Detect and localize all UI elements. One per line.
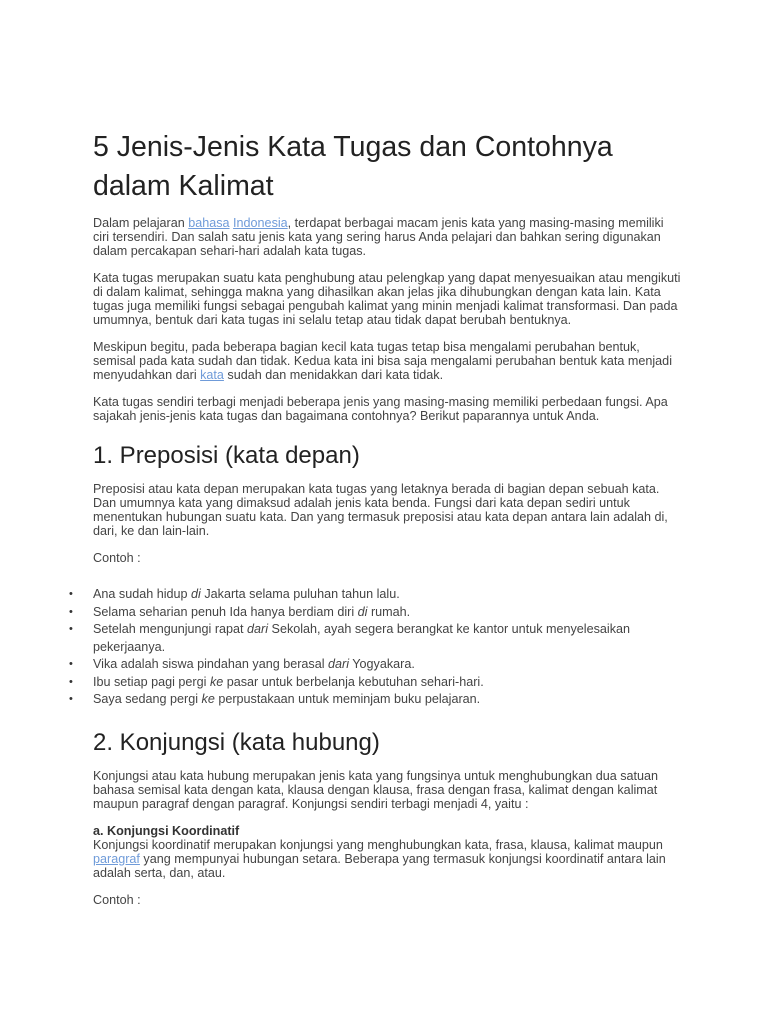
bullet-icon: •: [69, 675, 73, 688]
bullet-icon: •: [69, 588, 73, 600]
contoh-label-2: Contoh :: [93, 892, 141, 907]
list-item: • Vika adalah siswa pindahan yang berasal dari Yogyakara.: [93, 656, 683, 674]
contoh-label: Contoh :: [93, 551, 141, 565]
list-item: • Ibu setiap pagi pergi ke pasar untuk berbelanja kebutuhan sehari-hari.: [93, 674, 683, 692]
list-item: • Selama seharian penuh Ida hanya berdiam diri di rumah.: [93, 604, 683, 622]
link-indonesia[interactable]: Indonesia: [233, 216, 288, 230]
section-heading-konjungsi: 2. Konjungsi (kata hubung): [93, 728, 380, 756]
intro-paragraph-4: Kata tugas sendiri terbagi menjadi beberapa jenis yang masing-masing memiliki perbedaan fungsi. Apa sajakah jenis-jenis kata tugas dan bagaimana contohnya? Berikut paparannya untuk Anda.: [93, 395, 668, 423]
list-item: • Ana sudah hidup di Jakarta selama puluhan tahun lalu.: [93, 586, 683, 604]
sub-heading-koordinatif: a. Konjungsi Koordinatif: [93, 823, 240, 838]
bullet-icon: •: [69, 623, 73, 635]
article-body: [69, 128, 683, 920]
intro-paragraph-1: Dalam pelajaran bahasa Indonesia, terdapat berbagai macam jenis kata yang masing-masing memiliki ciri tersendiri. Dan salah satu jenis kata yang sering harus Anda pelajari dan bahkan sering digunakan dalam percakapan sehari-hari adalah kata tugas.: [93, 216, 664, 258]
example-list: [69, 586, 683, 709]
bullet-icon: •: [69, 658, 73, 670]
bullet-icon: •: [69, 693, 73, 705]
preposisi-paragraph: Preposisi atau kata depan merupakan kata tugas yang letaknya berada di bagian depan sebuah kata. Dan umumnya kata yang dimaksud adalah jenis kata benda. Fungsi dari kata depan sediri untuk menentukan hubungan suatu kata. Dan yang termasuk preposisi atau kata depan antara lain adalah di, dari, ke dan lain-lain.: [93, 482, 668, 538]
link-bahasa[interactable]: bahasa: [188, 216, 230, 230]
konjungsi-paragraph: Konjungsi atau kata hubung merupakan jenis kata yang fungsinya untuk menghubungkan dua satuan bahasa semisal kata dengan kata, klausa dengan klausa, frasa dengan frasa, kalimat dengan kalimat maupun paragraf dengan paragraf. Konjungsi sendiri terbagi menjadi 4, yaitu :: [93, 768, 659, 811]
link-paragraf[interactable]: paragraf: [93, 851, 140, 866]
page-title: 5 Jenis-Jenis Kata Tugas dan Contohnya dalam Kalimat: [93, 131, 613, 202]
list-item: • Setelah mengunjungi rapat dari Sekolah, ayah segera berangkat ke kantor untuk menyelesaikan pekerjaanya.: [69, 622, 630, 654]
koordinatif-block: a. Konjungsi Koordinatif Konjungsi koordinatif merupakan konjungsi yang menghubungkan kata, frasa, klausa, kalimat maupun paragraf yang mempunyai hubungan setara. Beberapa yang termasuk konjungsi koordinatif antara lain adalah serta, dan, atau.: [93, 823, 666, 880]
section-heading-preposisi: 1. Preposisi (kata depan): [93, 442, 360, 469]
list-item: • Saya sedang pergi ke perpustakaan untuk meminjam buku pelajaran.: [93, 691, 683, 709]
link-kata[interactable]: kata: [200, 368, 224, 382]
bullet-icon: •: [69, 605, 73, 618]
intro-paragraph-2: Kata tugas merupakan suatu kata penghubung atau pelengkap yang dapat menyesuaikan atau mengikuti di dalam kalimat, sehingga makna yang dihasilkan akan jelas jika dihubungkan dengan kata lain. Kata tugas juga memiliki fungsi sebagai pengubah kalimat yang minin menjadi kalimat transformasi. Dan pada umumnya, bentuk dari kata tugas ini selalu tetap atau tidak dapat berubah bentuknya.: [93, 271, 681, 327]
intro-paragraph-3: Meskipun begitu, pada beberapa bagian kecil kata tugas tetap bisa mengalami perubahan bentuk, semisal pada kata sudah dan tidak. Kedua kata ini bisa saja mengalami perubahan bentuk kata menjadi menyudahkan dari kata sudah dan menidakkan dari kata tidak.: [93, 340, 672, 382]
